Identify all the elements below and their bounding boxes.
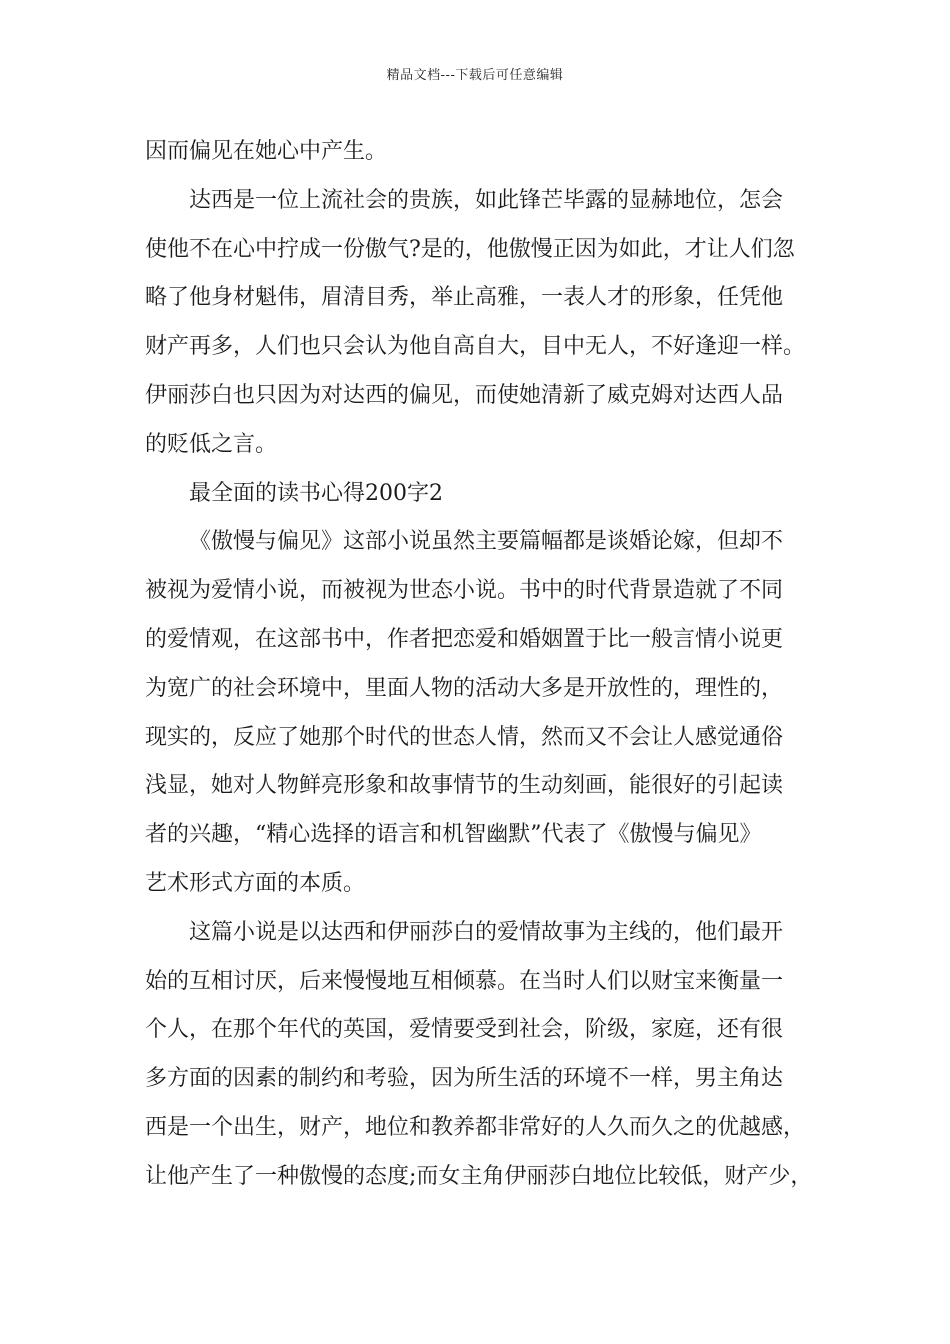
text-line: 多方面的因素的制约和考验，因为所生活的环境不一样，男主角达 — [145, 1066, 784, 1092]
text-line: 因而偏见在她心中产生。 — [145, 139, 388, 164]
document-body — [145, 128, 813, 1202]
text-line: 西是一个出生，财产，地位和教养都非常好的人久而久之的优越感， — [145, 1114, 806, 1140]
text-line: 达西是一位上流社会的贵族，如此锋芒毕露的显赫地位，怎会 — [189, 187, 784, 213]
text-line: 《傲慢与偏见》这部小说虽然主要篇幅都是谈婚论嫁，但却不 — [189, 529, 784, 555]
text-line: 使他不在心中拧成一份傲气?是的，他傲慢正因为如此，才让人们忽 — [145, 236, 795, 262]
text-line: 被视为爱情小说，而被视为世态小说。书中的时代背景造就了不同 — [145, 578, 784, 604]
text-line: 这篇小说是以达西和伊丽莎白的爱情故事为主线的，他们最开 — [189, 919, 784, 945]
text-line: 的贬低之言。 — [145, 431, 278, 457]
text-line: 的爱情观，在这部书中，作者把恋爱和婚姻置于比一般言情小说更 — [145, 626, 784, 652]
text-line: 为宽广的社会环境中，里面人物的活动大多是开放性的，理性的， — [145, 675, 784, 701]
text-line: 者的兴趣，“精心选择的语言和机智幽默”代表了《傲慢与偏见》 — [145, 822, 762, 848]
text-line: 浅显，她对人物鲜亮形象和故事情节的生动刻画，能很好的引起读 — [145, 773, 784, 799]
text-line: 伊丽莎白也只因为对达西的偏见，而使她清新了威克姆对达西人品 — [145, 382, 784, 408]
text-line: 艺术形式方面的本质。 — [145, 870, 366, 896]
section-heading: 最全面的读书心得200字2 — [189, 480, 443, 506]
text-line: 让他产生了一种傲慢的态度;而女主角伊丽莎白地位比较低，财产少， — [145, 1163, 813, 1189]
text-line: 财产再多，人们也只会认为他自高自大，目中无人，不好逢迎一样。 — [145, 334, 806, 360]
text-line: 现实的，反应了她那个时代的世态人情，然而又不会让人感觉通俗 — [145, 724, 784, 750]
text-line: 略了他身材魁伟，眉清目秀，举止高雅，一表人才的形象，任凭他 — [145, 285, 784, 311]
text-line: 始的互相讨厌，后来慢慢地互相倾慕。在当时人们以财宝来衡量一 — [145, 968, 784, 994]
text-line: 个人，在那个年代的英国，爱情要受到社会，阶级，家庭，还有很 — [145, 1017, 784, 1043]
page-header: 精品文档---下载后可任意编辑 — [386, 68, 564, 83]
